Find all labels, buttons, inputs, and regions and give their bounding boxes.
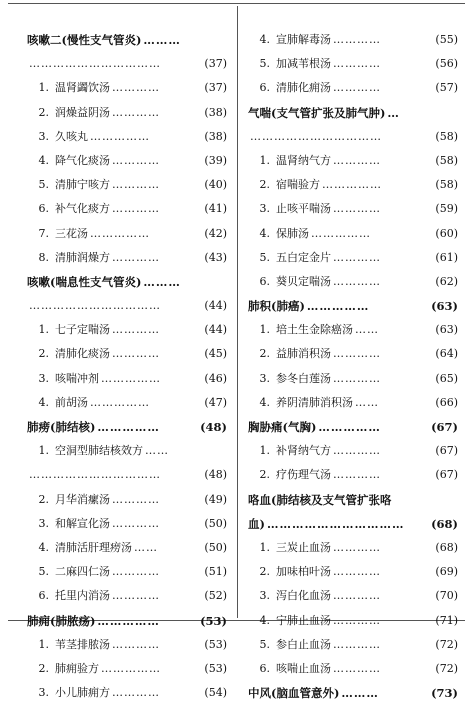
entry-title: 培土生金除癌汤: [276, 323, 353, 337]
leader-dots: …………: [112, 686, 160, 700]
entry-title: 泻白化血汤: [276, 589, 331, 603]
page-number: (53): [204, 637, 227, 651]
toc-heading: [27, 609, 227, 633]
entry-title: 二麻四仁汤: [55, 565, 110, 579]
entry-title: 宿喘验方: [276, 178, 320, 192]
toc-entry: [27, 512, 227, 536]
toc-entry: [248, 463, 458, 487]
leader-dots: …………: [112, 202, 160, 216]
entry-title: 空洞型肺结核效方: [55, 444, 143, 458]
entry-title: 中风(脑血管意外): [248, 686, 340, 701]
toc-entry: [27, 101, 227, 125]
toc-entry: [27, 560, 227, 584]
toc-entry: [27, 657, 227, 681]
page-number: (44): [204, 323, 227, 337]
toc-heading: [248, 681, 458, 705]
toc-right-column: [248, 28, 458, 705]
page-number: (48): [204, 468, 227, 482]
entry-title: 补肾纳气方: [276, 444, 331, 458]
entry-number: 1.: [38, 323, 49, 337]
page-number: (42): [204, 226, 227, 240]
entry-title: 清肺化痈汤: [276, 81, 331, 95]
toc-entry: [248, 584, 458, 608]
entry-number: 6.: [259, 81, 270, 95]
leader-dots: ……………: [101, 371, 161, 385]
entry-title: 加减苇根汤: [276, 57, 331, 71]
entry-title: 月华消瘰汤: [55, 492, 110, 506]
page-number: (72): [435, 637, 458, 651]
entry-title: 清肺化痰汤: [55, 347, 110, 361]
page-number: (50): [204, 516, 227, 530]
toc-heading: [27, 28, 227, 52]
entry-title: 三炭止血汤: [276, 540, 331, 554]
entry-number: 3.: [259, 589, 270, 603]
leader-dots: …………: [112, 323, 160, 337]
entry-title: 清肺活肝理痨汤: [55, 540, 132, 554]
page-number: (63): [435, 323, 458, 337]
page-number: (68): [431, 516, 458, 531]
leader-dots: ……………: [90, 226, 150, 240]
entry-number: 2.: [38, 347, 49, 361]
entry-number: 5.: [259, 250, 270, 264]
entry-title: 温肾蠲饮汤: [55, 81, 110, 95]
entry-title: 疗伤理气汤: [276, 468, 331, 482]
toc-entry: [27, 125, 227, 149]
leader-dots: …………: [112, 637, 160, 651]
entry-title: 咳嗽二(慢性支气管炎): [27, 33, 142, 47]
page-number: (58): [435, 153, 458, 167]
page-number: (67): [435, 468, 458, 482]
toc-entry: [27, 633, 227, 657]
toc-entry: [27, 439, 227, 463]
page-number: (67): [431, 420, 458, 434]
leader-dots: …………: [333, 589, 381, 603]
toc-heading: [27, 415, 227, 439]
entry-number: 7.: [38, 226, 49, 240]
page-number: (58): [435, 178, 458, 192]
entry-number: 8.: [38, 250, 49, 264]
entry-title: 血): [248, 516, 265, 531]
entry-number: 2.: [259, 347, 270, 361]
entry-title: 肺积(肺癌): [248, 299, 305, 314]
leader-dots: ……: [355, 395, 379, 409]
leader-dots: …………: [333, 274, 381, 288]
leader-dots: …………: [112, 153, 160, 167]
toc-heading: [248, 512, 458, 536]
entry-title: 益肺消积汤: [276, 347, 331, 361]
page-number: (65): [435, 371, 458, 385]
toc-entry: [27, 536, 227, 560]
page-number: (49): [204, 492, 227, 506]
entry-title: 宣肺解毒汤: [276, 33, 331, 46]
page-number: (37): [204, 81, 227, 95]
page-number: (38): [204, 129, 227, 143]
page-number: (37): [204, 57, 227, 71]
leader-dots: ……: [355, 323, 379, 337]
leader-dots: ……………: [90, 395, 150, 409]
leader-dots: …………: [333, 202, 381, 216]
leader-dots: …………: [333, 613, 381, 627]
entry-number: 2.: [38, 105, 49, 119]
page-number: (45): [204, 347, 227, 361]
leader-dots: ………: [341, 686, 379, 701]
toc-entry: [27, 584, 227, 608]
entry-title: 久咳丸: [55, 129, 88, 143]
entry-number: 3.: [38, 516, 49, 530]
toc-entry: [248, 657, 458, 681]
toc-entry: [248, 536, 458, 560]
leader-dots: …………: [333, 661, 381, 675]
leader-dots: ………: [143, 274, 181, 289]
entry-number: 3.: [38, 371, 49, 385]
toc-entry: [248, 633, 458, 657]
toc-entry: [248, 318, 458, 342]
toc-entry: [248, 222, 458, 246]
entry-number: 5.: [38, 565, 49, 579]
leader-dots: ……: [145, 444, 169, 458]
entry-number: 1.: [38, 81, 49, 95]
page-number: (53): [204, 661, 227, 675]
leader-dots: …: [387, 105, 400, 120]
entry-title: 肺痨(肺结核): [27, 420, 96, 434]
leader-dots: …………: [112, 516, 160, 530]
page-number: (52): [204, 589, 227, 603]
entry-number: 5.: [38, 178, 49, 192]
leader-dots: …………: [112, 178, 160, 192]
entry-number: 1.: [259, 540, 270, 554]
page-number: (58): [435, 129, 458, 143]
page-number: (59): [435, 202, 458, 216]
toc-entry: [27, 391, 227, 415]
entry-number: 2.: [259, 178, 270, 192]
entry-title: 清肺宁咳方: [55, 178, 110, 192]
toc-continuation: [248, 125, 458, 149]
entry-title: 肺痈(肺脓疡): [27, 613, 96, 628]
entry-title: 咳喘止血汤: [276, 661, 331, 675]
toc-entry: [248, 52, 458, 76]
leader-dots: ……………: [318, 420, 381, 434]
entry-title: 七子定喘汤: [55, 323, 110, 337]
page-number: (63): [431, 299, 458, 314]
toc-continuation: [27, 463, 227, 487]
page-number: (43): [204, 250, 227, 264]
toc-left-column: [27, 28, 227, 705]
entry-number: 4.: [259, 226, 270, 240]
entry-title: 清肺润燥方: [55, 250, 110, 264]
leader-dots: ……………………………: [29, 468, 161, 482]
top-rule: [8, 3, 465, 4]
entry-number: 1.: [259, 444, 270, 458]
toc-entry: [27, 173, 227, 197]
page-number: (38): [204, 105, 227, 119]
leader-dots: …………: [333, 637, 381, 651]
entry-title: 葵贝定喘汤: [276, 274, 331, 288]
page-number: (54): [204, 686, 227, 700]
entry-title: 参白止血汤: [276, 637, 331, 651]
leader-dots: ……………………………: [266, 516, 405, 531]
entry-number: 3.: [259, 202, 270, 216]
page-number: (53): [200, 613, 227, 628]
toc-entry: [27, 318, 227, 342]
toc-heading: [248, 415, 458, 439]
toc-entry: [27, 367, 227, 391]
entry-number: 2.: [38, 661, 49, 675]
page-number: (51): [204, 565, 227, 579]
page-number: (67): [435, 444, 458, 458]
entry-title: 咳嗽(喘息性支气管炎): [27, 274, 142, 289]
toc-entry: [248, 270, 458, 294]
entry-title: 润燥益阴汤: [55, 105, 110, 119]
entry-number: 3.: [38, 129, 49, 143]
leader-dots: …………: [333, 371, 381, 385]
entry-title: 小儿肺痈方: [55, 686, 110, 700]
entry-title: 保肺汤: [276, 226, 309, 240]
toc-entry: [248, 609, 458, 633]
leader-dots: ……………………………: [29, 299, 161, 313]
entry-number: 1.: [38, 444, 49, 458]
entry-number: 1.: [259, 323, 270, 337]
entry-number: 4.: [259, 33, 270, 46]
entry-title: 和解宣化汤: [55, 516, 110, 530]
leader-dots: ……………: [97, 420, 160, 434]
leader-dots: …………: [333, 565, 381, 579]
entry-number: 2.: [259, 468, 270, 482]
leader-dots: …………: [333, 347, 381, 361]
leader-dots: ………: [143, 33, 181, 47]
entry-number: 2.: [259, 565, 270, 579]
entry-number: 6.: [38, 589, 49, 603]
page-number: (41): [204, 202, 227, 216]
entry-number: 1.: [259, 153, 270, 167]
leader-dots: …………: [112, 347, 160, 361]
page-number: (66): [435, 395, 458, 409]
column-divider: [237, 6, 238, 618]
entry-title: 宁肺止血汤: [276, 613, 331, 627]
page-number: (47): [204, 395, 227, 409]
toc-heading: [27, 270, 227, 294]
entry-number: 4.: [38, 540, 49, 554]
toc-entry: [248, 560, 458, 584]
entry-title: 降气化痰汤: [55, 153, 110, 167]
leader-dots: ……………: [97, 613, 160, 628]
entry-title: 苇茎排脓汤: [55, 637, 110, 651]
entry-number: 4.: [38, 153, 49, 167]
leader-dots: …………: [112, 81, 160, 95]
toc-entry: [248, 367, 458, 391]
leader-dots: …………: [333, 81, 381, 95]
page-number: (71): [435, 613, 458, 627]
toc-entry: [27, 197, 227, 221]
page-number: (40): [204, 178, 227, 192]
entry-number: 4.: [38, 395, 49, 409]
entry-title: 肺痈验方: [55, 661, 99, 675]
toc-heading: [248, 294, 458, 318]
page-number: (46): [204, 371, 227, 385]
page-number: (61): [435, 250, 458, 264]
entry-number: 4.: [259, 613, 270, 627]
toc-entry: [248, 173, 458, 197]
leader-dots: …………: [112, 250, 160, 264]
toc-entry: [248, 246, 458, 270]
page-number: (68): [435, 540, 458, 554]
toc-entry: [248, 28, 458, 52]
toc-entry: [27, 342, 227, 366]
entry-title: 补气化痰方: [55, 202, 110, 216]
entry-title: 五白定金片: [276, 250, 331, 264]
toc-entry: [248, 76, 458, 100]
page-number: (64): [435, 347, 458, 361]
page-number: (62): [435, 274, 458, 288]
page-number: (39): [204, 153, 227, 167]
entry-number: 3.: [259, 371, 270, 385]
leader-dots: ……………: [322, 178, 382, 192]
leader-dots: …………: [333, 540, 381, 554]
entry-number: 4.: [259, 395, 270, 409]
leader-dots: ……: [134, 540, 158, 554]
entry-number: 6.: [259, 661, 270, 675]
page-number: (56): [435, 57, 458, 71]
entry-title: 加味柏叶汤: [276, 565, 331, 579]
entry-number: 1.: [38, 637, 49, 651]
entry-title: 温肾纳气方: [276, 153, 331, 167]
page-number: (72): [435, 661, 458, 675]
leader-dots: …………: [333, 153, 381, 167]
toc-entry: [248, 391, 458, 415]
leader-dots: …………: [333, 33, 381, 46]
leader-dots: ……………: [90, 129, 150, 143]
entry-title: 三花汤: [55, 226, 88, 240]
entry-title: 托里内消汤: [55, 589, 110, 603]
page-number: (70): [435, 589, 458, 603]
leader-dots: …………: [333, 57, 381, 71]
leader-dots: ……………: [101, 661, 161, 675]
toc-entry: [248, 197, 458, 221]
entry-title: 养阴清肺消积汤: [276, 395, 353, 409]
leader-dots: ……………: [311, 226, 371, 240]
toc-entry: [27, 222, 227, 246]
entry-title: 咯血(肺结核及支气管扩张咯: [248, 492, 392, 507]
leader-dots: ……………: [306, 299, 370, 314]
page-number: (55): [435, 33, 458, 46]
toc-continuation: [27, 294, 227, 318]
leader-dots: …………: [333, 468, 381, 482]
leader-dots: …………: [112, 492, 160, 506]
page-number: (73): [431, 686, 458, 701]
entry-number: 6.: [38, 202, 49, 216]
page-number: (57): [435, 81, 458, 95]
page-number: (69): [435, 565, 458, 579]
entry-title: 胸胁痛(气胸): [248, 420, 317, 434]
leader-dots: …………: [333, 250, 381, 264]
leader-dots: …………: [112, 589, 160, 603]
toc-entry: [248, 342, 458, 366]
entry-number: 2.: [38, 492, 49, 506]
page-number: (48): [200, 420, 227, 434]
leader-dots: …………: [112, 565, 160, 579]
toc-entry: [27, 246, 227, 270]
leader-dots: ……………………………: [29, 57, 161, 71]
entry-number: 3.: [38, 686, 49, 700]
toc-heading: [248, 101, 458, 125]
entry-title: 咳喘冲剂: [55, 371, 99, 385]
page-number: (44): [204, 299, 227, 313]
toc-entry: [248, 149, 458, 173]
entry-title: 止咳平喘汤: [276, 202, 331, 216]
entry-title: 气喘(支气管扩张及肺气肿): [248, 105, 386, 120]
page-number: (50): [204, 540, 227, 554]
leader-dots: ……………………………: [250, 129, 382, 143]
toc-entry: [27, 488, 227, 512]
leader-dots: …………: [333, 444, 381, 458]
toc-entry: [27, 149, 227, 173]
toc-entry: [27, 681, 227, 705]
entry-title: 前胡汤: [55, 395, 88, 409]
toc-entry: [27, 76, 227, 100]
page-number: (60): [435, 226, 458, 240]
leader-dots: …………: [112, 105, 160, 119]
entry-number: 5.: [259, 637, 270, 651]
entry-title: 参冬白莲汤: [276, 371, 331, 385]
toc-continuation: [27, 52, 227, 76]
entry-number: 5.: [259, 57, 270, 71]
toc-entry: [248, 439, 458, 463]
toc-heading: [248, 488, 458, 512]
entry-number: 6.: [259, 274, 270, 288]
